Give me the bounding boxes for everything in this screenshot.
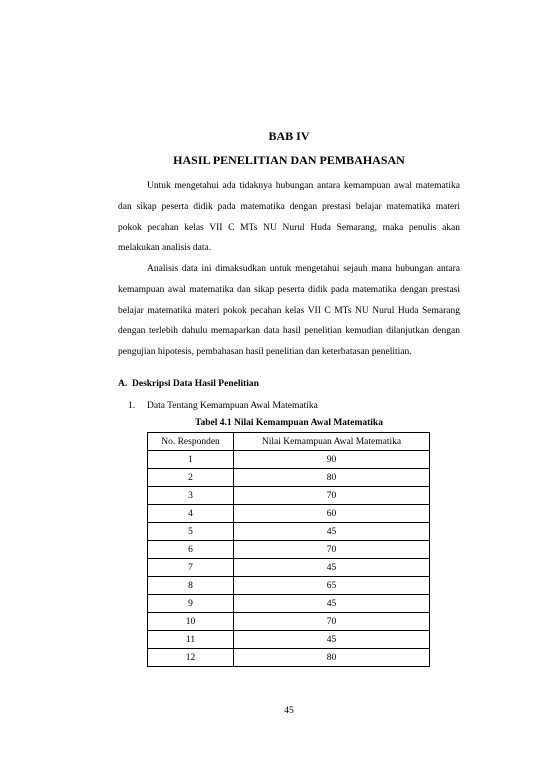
table-row [148,505,430,523]
score-cell: 45 [234,559,430,577]
respondent-number-cell: 2 [148,469,234,487]
table-row [148,469,430,487]
respondent-number-cell: 1 [148,451,234,469]
subsection-title: Data Tentang Kemampuan Awal Matematika [147,401,318,411]
table-row [148,451,430,469]
table-caption: Tabel 4.1 Nilai Kemampuan Awal Matematika [195,418,383,428]
table-row [148,541,430,559]
table-row [148,577,430,595]
section-number: A. [118,379,128,389]
respondent-number-cell: 3 [148,487,234,505]
table-row [148,649,430,667]
paragraph-analysis: Analisis data ini dimaksudkan untuk mengetahui sejauh mana hubungan antara kemampuan awal matematika dan sikap peserta didik pada matematika dengan prestasi belajar matematika materi pokok pecahan kelas VII C MTs NU Nurul Huda Semarang dengan terlebih dahulu memaparkan data hasil penelitian kemudian dilanjutkan dengan pengujian hipotesis, pembahasan hasil penelitian dan keterbatasan penelitian. [118,264,460,358]
section-heading [118,377,259,391]
header-respondent-number: No. Responden [148,433,234,451]
page-number: 45 [284,706,294,716]
score-cell: 45 [234,631,430,649]
chapter-title: HASIL PENELITIAN DAN PEMBAHASAN [173,153,405,167]
score-cell: 90 [234,451,430,469]
respondent-number-cell: 5 [148,523,234,541]
score-cell: 70 [234,541,430,559]
table-row [148,613,430,631]
score-cell: 80 [234,649,430,667]
subsection-heading [128,399,318,413]
score-cell: 60 [234,505,430,523]
header-score: Nilai Kemampuan Awal Matematika [234,433,430,451]
table-body [148,451,430,667]
respondent-number-cell: 9 [148,595,234,613]
score-cell: 80 [234,469,430,487]
respondent-number-cell: 11 [148,631,234,649]
paragraph-intro: Untuk mengetahui ada tidaknya hubungan antara kemampuan awal matematika dan sikap peserta didik pada matematika dengan prestasi belajar matematika materi pokok pecahan kelas VII C MTs NU Nurul Huda Semarang, maka penulis akan melakukan analisis data. [118,181,460,254]
respondent-number-cell: 8 [148,577,234,595]
table-header-row [148,433,430,451]
table-row [148,631,430,649]
score-cell: 65 [234,577,430,595]
table-row [148,595,430,613]
section-title: Deskripsi Data Hasil Penelitian [132,379,259,389]
respondent-number-cell: 6 [148,541,234,559]
respondent-number-cell: 7 [148,559,234,577]
chapter-label: BAB IV [268,129,310,143]
respondent-number-cell: 10 [148,613,234,631]
table-row [148,523,430,541]
table-row [148,559,430,577]
score-cell: 70 [234,487,430,505]
respondent-number-cell: 12 [148,649,234,667]
score-cell: 45 [234,523,430,541]
respondent-number-cell: 4 [148,505,234,523]
subsection-number: 1. [128,401,136,411]
scores-table [147,432,430,667]
score-cell: 45 [234,595,430,613]
score-cell: 70 [234,613,430,631]
table-row [148,487,430,505]
